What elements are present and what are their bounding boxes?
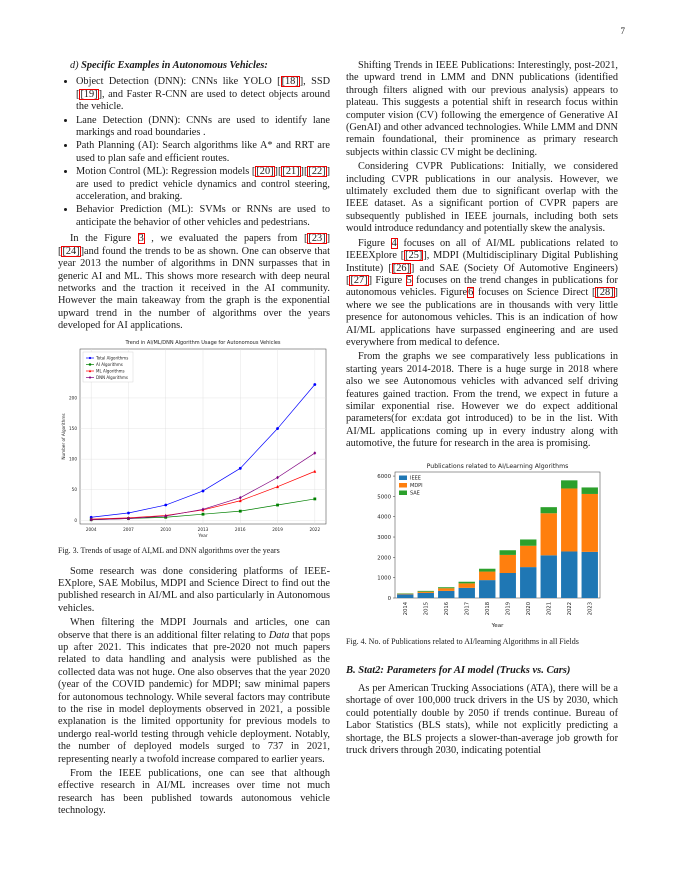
bar-segment	[438, 587, 454, 588]
figure-4-caption: Fig. 4. No. of Publications related to AI/learning Algorithms in all Fields	[346, 636, 579, 646]
bar-segment	[397, 594, 413, 598]
data-point	[164, 503, 167, 506]
bar-segment	[417, 593, 433, 598]
figure-4-bar-chart	[360, 461, 605, 631]
citation-link[interactable]: [22]	[308, 166, 326, 178]
section-heading: B. Stat2: Parameters for AI model (Trucks vs. Cars)	[346, 664, 571, 676]
text-run: focuses on the trend changes in publications for autonomous vehicles. Figure	[346, 274, 618, 299]
y-tick-label: 0	[74, 517, 77, 523]
paragraph: Considering CVPR Publications: Initially, we considered including CVPR publications in our analysis. However, we ultimately excluded them due to significant overlap with the IEEE dataset. As a significant portion of CVPR papers are subsequently published in IEEE journals, including both sets would introduce redundancy and potentially skew the analysis.	[346, 161, 618, 235]
list-text: Motion Control (ML): Regression models [	[76, 166, 256, 178]
y-tick-label: 100	[69, 456, 77, 462]
paragraph: In the Figure 3 , we evaluated the papers from [[23]][[24]]and found the trends to be as shown. One can observe that year 2013 the number of algorithms in DNN surpasses that in generic AI and ML. This shows more research with deep neural networks and the traction it received in the AI community. However the main takeaway from the graph is the exponential upward trend in the number of algorithms over the years developed for AI applications.	[58, 233, 330, 332]
citation-link[interactable]: [25]	[405, 250, 423, 262]
x-tick-label: 2022	[309, 526, 321, 532]
text-run: ] Figure	[368, 274, 406, 286]
bar-segment	[417, 591, 433, 592]
legend-label: Total Algorithms	[96, 355, 129, 361]
list-item: • Motion Control (ML): Regression models [[20]][[21]][[22]] are used to predict vehicle dynamics and control steering, acceleration, and braking.	[76, 166, 330, 203]
citation-link[interactable]: [20]	[256, 166, 274, 178]
x-tick-label: 2004	[85, 526, 97, 532]
paragraph: Shifting Trends in IEEE Publications: Interestingly, post-2021, the upward trend in LMM and DNN publications (identified through filters aligned with our previous analysis) appears to plateau. This suggests a potential shift in research focus within computer vision (CV) following the emergence of Generative AI (GenAI) and other advanced technologies. While LMM and DNN remain foundational, their prominence as primary research subjects within classic CV might be declining.	[346, 60, 618, 158]
x-tick-label: 2016	[443, 601, 450, 615]
bar-segment	[479, 571, 495, 580]
bar-segment	[540, 507, 556, 513]
x-axis-label: Year	[198, 533, 208, 539]
y-tick-label: 0	[387, 595, 391, 602]
x-tick-label: 2014	[402, 601, 409, 615]
y-tick-label: 50	[71, 486, 77, 492]
bar-segment	[499, 550, 515, 555]
paragraph: Some research was done considering platforms of IEEE-EXplore, SAE Mobilus, MDPI and Science Direct to find out the published research in AI/ML and also particularly in Autonomous vehicles.	[58, 565, 330, 614]
figure-link[interactable]: 6	[468, 287, 474, 299]
data-point	[202, 489, 205, 492]
list-item: • Lane Detection (DNN): CNNs are used to identify lane markings and road boundaries .	[76, 115, 330, 140]
bar-segment	[520, 567, 536, 598]
figure-link[interactable]: 3	[138, 233, 144, 245]
bar-segment	[499, 555, 515, 573]
text-run: that pops up after 2021. This indicates that pre-2020 not much papers related to data handling and analysis were published as the collected data was not huge. One also observes that the year 2020 (year of the COVID pandemic) for MDPI; saw minimal papers for autonomous technology. While several factors may contribute to the rise in model deployments observed in 2021, a possible explanation is the limited opportunity for previous models to undergo real-world testing through vehicle deployment. Notably, the number of deployed models surged to 737 in 2021, representing nearly a twofold increase compared to earlier years.	[58, 629, 330, 765]
data-point	[313, 383, 316, 386]
bar-segment	[417, 590, 433, 591]
x-tick-label: 2020	[525, 601, 532, 615]
x-tick-label: 2021	[545, 601, 552, 615]
bar-segment	[540, 555, 556, 598]
list-text: ], and Faster R-CNN are used to detect objects around the vehicle.	[76, 88, 330, 113]
figure-link[interactable]: 5	[406, 274, 412, 286]
y-tick-label: 2000	[376, 554, 391, 561]
legend-label: MDPI	[409, 482, 423, 489]
y-tick-label: 1000	[376, 575, 391, 582]
legend	[83, 352, 133, 382]
data-point	[89, 363, 91, 365]
y-tick-label: 4000	[376, 514, 391, 521]
data-point	[89, 356, 91, 358]
bar-segment	[479, 568, 495, 571]
bar-segment	[397, 593, 413, 594]
text-run: ] where we see the publications are in thousands with very little presence for autonomous vehicles. This is an indication of how AI/ML applications have surpassed engineering and are used everywhere from medical to defence.	[346, 287, 618, 348]
chart-title: Publications related to AI/Learning Algorithms	[426, 462, 568, 470]
legend-label: ML Algorithms	[96, 368, 125, 374]
data-point	[313, 497, 316, 500]
bar-segment	[561, 551, 577, 598]
bar-segment	[581, 487, 597, 494]
text-run: ]and found the trends to be as shown. One can observe that year 2013 the number of algorithms in DNN surpasses that in generic AI and ML. This shows more research with deep neural networks and the traction it received in the AI community. However the main takeaway from the graph is the exponential upward trend in the number of algorithms over the years developed for AI applications.	[58, 245, 330, 332]
paragraph: From the graphs we see comparatively less publications in starting years 2014-2018. There is a huge surge in 2018 where also we see Autonomous vehicles with advanced self driving features gained traction. From the trend, we expect in future a similar exponential rise. However we do expect additional parameters(for ex:data got introduced) to be in the list. With AI/ML applications coming up in every industry along with automotive, the future for research in the area is promising.	[346, 351, 618, 450]
list-text: ], SSD [	[76, 76, 331, 100]
legend	[399, 475, 423, 496]
figure-3-caption: Fig. 3. Trends of usage of AI,ML and DNN algorithms over the years	[58, 545, 280, 555]
emphasis: Data	[268, 629, 290, 641]
x-tick-label: 2017	[463, 601, 470, 615]
text-run: ] and SAE (Society Of Automotive Engineers) [	[346, 262, 618, 286]
bar-segment	[540, 513, 556, 555]
data-point	[127, 511, 130, 514]
bar-segment	[520, 545, 536, 566]
y-tick-label: 200	[69, 394, 77, 400]
citation-link[interactable]: [21]	[282, 166, 300, 178]
x-tick-label: 2019	[272, 526, 283, 532]
citation-link[interactable]: [18]	[281, 76, 299, 88]
citation-link[interactable]: [19]	[80, 88, 98, 100]
subsection-label: d)	[70, 60, 79, 71]
x-tick-label: 2023	[586, 601, 593, 615]
x-tick-label: 2019	[504, 601, 511, 615]
paragraph	[346, 238, 618, 350]
subsection-heading	[58, 60, 330, 72]
paragraph: As per American Trucking Associations (ATA), there will be a shortage of over 100,000 truck drivers in the US by 2030, which could potentially double by 2050 if trends continue. Bureau of Labor Statistics (BLS stats), while not explicitly predicting a shortage, the BLS projects a slower-than-average job growth for truck drivers through 2030, indicating potential	[346, 683, 618, 757]
x-tick-label: 2010	[160, 526, 172, 532]
citation-link[interactable]: [24]	[62, 245, 80, 257]
bar-segment	[561, 480, 577, 488]
text-run: focuses on Science Direct [	[474, 287, 596, 299]
paragraph: From the IEEE publications, one can see that although effective research in AI/ML increases over time not much research has been published towards autonomous vehicle technology.	[58, 768, 330, 817]
x-tick-label: 2018	[484, 601, 491, 615]
bar-segment	[479, 580, 495, 598]
citation-link[interactable]: [28]	[596, 287, 614, 299]
figure-3-line-chart	[58, 335, 330, 540]
x-tick-label: 2022	[566, 601, 573, 615]
bar-segment	[561, 488, 577, 551]
data-point	[239, 466, 242, 469]
citation-link[interactable]: [26]	[392, 262, 410, 274]
figure-link[interactable]: 4	[391, 237, 397, 249]
text-run: focuses on all of AI/ML publications related to IEEEXplore [	[346, 237, 618, 262]
x-tick-label: 2016	[234, 526, 246, 532]
x-tick-label: 2015	[422, 601, 429, 615]
legend-label: AI Algorithms	[96, 361, 123, 367]
bar-segment	[438, 588, 454, 591]
legend-label: SAE	[409, 490, 420, 497]
list-item: • Path Planning (AI): Search algorithms like A* and RRT are used to plan safe and efficient routes.	[76, 140, 330, 165]
legend-swatch	[399, 490, 407, 495]
right-column	[346, 60, 618, 759]
x-tick-label: 2013	[197, 526, 209, 532]
y-tick-label: 5000	[376, 493, 391, 500]
citation-link[interactable]: [27]	[350, 274, 368, 286]
page-number: 7	[620, 26, 625, 36]
chart-title: Trend in AI/ML/DNN Algorithm Usage for Autonomous Vehicles	[125, 339, 281, 346]
bar-segment	[499, 573, 515, 598]
x-tick-label: 2007	[123, 526, 134, 532]
list-text: Object Detection (DNN): CNNs like YOLO [	[76, 76, 281, 88]
text-run: ], MDPI (Multidisciplinary Digital Publishing Institute) [	[346, 250, 618, 274]
data-point	[276, 503, 279, 506]
bar-segment	[458, 587, 474, 597]
y-axis-label: Number of Algorithms	[61, 412, 66, 460]
data-point	[239, 509, 242, 512]
bar-segment	[581, 551, 597, 597]
bar-segment	[520, 539, 536, 545]
data-point	[202, 512, 205, 515]
text-run: When filtering the MDPI Journals and articles, one can observe that there is an additional filter relating to	[58, 617, 330, 641]
list-item	[76, 76, 330, 113]
text-run: Figure	[358, 237, 391, 249]
list-item: • Behavior Prediction (ML): SVMs or RNNs are used to anticipate the behavior of other vehicles and pedestrians.	[76, 204, 330, 229]
text-run: In the Figure	[70, 233, 138, 245]
legend-swatch	[399, 483, 407, 488]
citation-link[interactable]: [23]	[308, 233, 326, 245]
y-tick-label: 3000	[376, 534, 391, 541]
left-column	[58, 60, 330, 820]
bar-segment	[438, 590, 454, 597]
examples-list	[58, 76, 330, 229]
subsection-title: Specific Examples in Autonomous Vehicles:	[81, 60, 268, 71]
legend-label: DNN Algorithms	[96, 374, 129, 380]
paragraph	[58, 617, 330, 766]
y-tick-label: 6000	[376, 473, 391, 480]
legend-label: IEEE	[409, 475, 421, 482]
bar-segment	[458, 583, 474, 587]
list-text: ] are used to predict vehicle dynamics and control steering, acceleration, and braking.	[76, 166, 330, 203]
text-run: , we evaluated the papers from [	[144, 233, 308, 245]
y-tick-label: 150	[69, 425, 77, 431]
legend-swatch	[399, 475, 407, 480]
x-axis-label: Year	[491, 622, 503, 629]
bar-segment	[581, 494, 597, 552]
bar-segment	[458, 581, 474, 583]
data-point	[276, 427, 279, 430]
